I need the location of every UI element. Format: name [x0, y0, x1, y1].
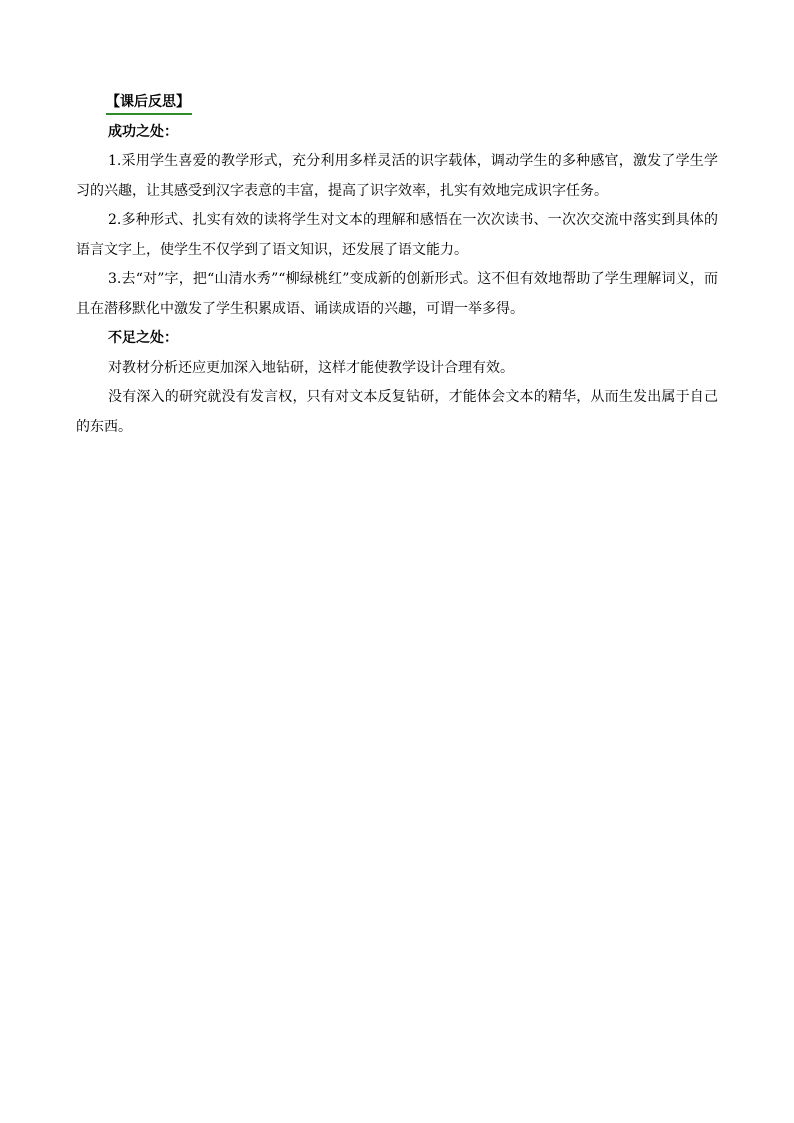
- success-item-1: 1.采用学生喜爱的教学形式，充分利用多样灵活的识字载体，调动学生的多种感官，激发了学生学习的兴趣，让其感受到汉字表意的丰富，提高了识字效率，扎实有效地完成识字任务。: [76, 153, 718, 199]
- heading-line: [76, 88, 718, 118]
- success-label: 成功之处：: [108, 123, 178, 140]
- success-item-2: 2.多种形式、扎实有效的读将学生对文本的理解和感悟在一次次读书、一次次交流中落实到具体的语言文字上，使学生不仅学到了语文知识，还发展了语文能力。: [76, 212, 718, 258]
- shortfall-item-2: 没有深入的研究就没有发言权，只有对文本反复钻研，才能体会文本的精华，从而生发出属于自己的东西。: [76, 389, 718, 435]
- shortfall-item-1: 对教材分析还应更加深入地钻研，这样才能使教学设计合理有效。: [108, 359, 514, 376]
- shortfall-label: 不足之处：: [108, 330, 178, 346]
- document-page: [76, 88, 718, 442]
- section-title: 【课后反思】: [106, 88, 190, 118]
- success-item-3: 3.去“对”字，把“山清水秀”“柳绿桃红”变成新的创新形式。这不但有效地帮助了学生理解词义，而且在潜移默化中激发了学生积累成语、诵读成语的兴趣，可谓一举多得。: [76, 271, 718, 317]
